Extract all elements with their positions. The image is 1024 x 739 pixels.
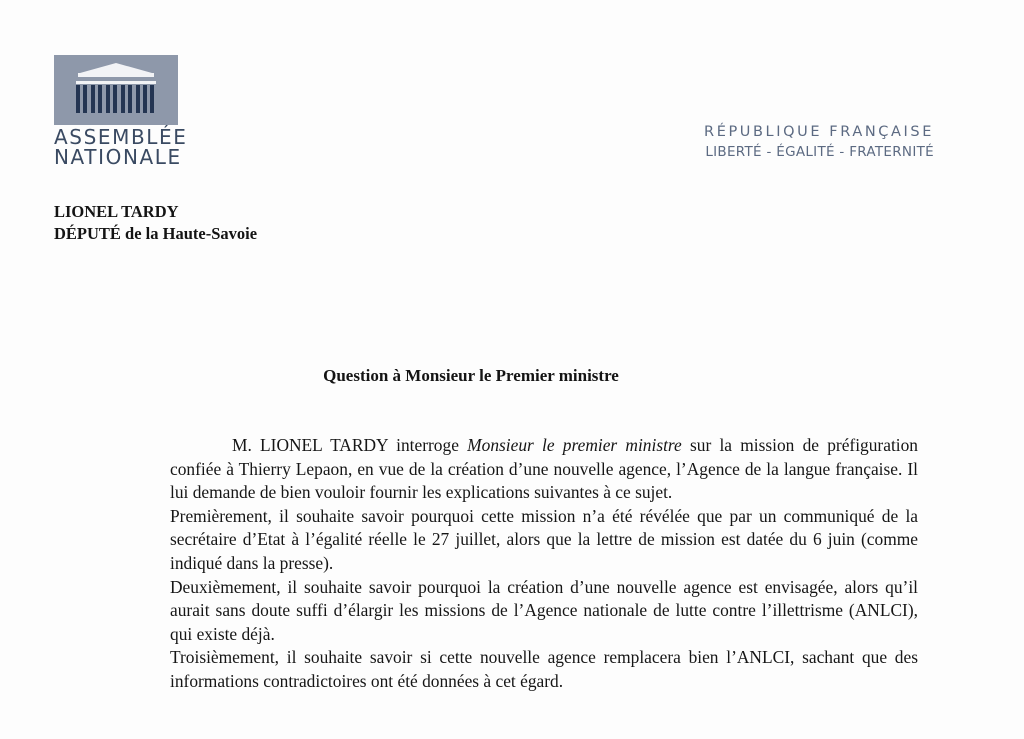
logo-line-2: NATIONALE (54, 145, 182, 169)
paragraph-1-start: M. LIONEL TARDY interroge (232, 435, 468, 455)
paragraph-1 (170, 434, 918, 505)
republique-header (704, 122, 934, 162)
paragraph-1-addressee: Monsieur le premier ministre (467, 435, 682, 455)
paragraph-3: Deuxièmement, il souhaite savoir pourquoi la création d’une nouvelle agence est envisagée, alors qu’il aurait sans doute suffi d’élargir les missions de l’Agence nationale de lutte contre l’illettrisme (ANLCI), qui existe déjà. (170, 576, 918, 644)
question-title: Question à Monsieur le Premier ministre (323, 366, 619, 385)
question-body (170, 434, 918, 694)
author-block (54, 201, 257, 245)
logo-line-1: ASSEMBLÉE (54, 125, 188, 149)
paragraph-1-end: sur la mission de préfiguration confiée à Thierry Lepaon, en vue de la création d’une nouvelle agence, l’Agence de la langue française. Il lui demande de bien vouloir fournir les explications suivantes à ce sujet. (170, 435, 918, 503)
logo-wordmark (54, 127, 214, 167)
author-title: DÉPUTÉ de la Haute-Savoie (54, 224, 258, 243)
assemblee-nationale-logo-icon (54, 55, 178, 125)
republique-francaise: RÉPUBLIQUE FRANÇAISE (704, 124, 934, 140)
paragraph-4: Troisièmement, il souhaite savoir si cette nouvelle agence remplacera bien l’ANLCI, sachant que des informations contradictoires ont été données à cet égard. (170, 647, 918, 691)
devise: LIBERTÉ - ÉGALITÉ - FRATERNITÉ (705, 144, 934, 160)
paragraph-2: Premièrement, il souhaite savoir pourquoi cette mission n’a été révélée que par un communiqué de la secrétaire d’Etat à l’égalité réelle le 27 juillet, alors que la lettre de mission est datée du 6 juin (comme indiqué dans la presse). (170, 505, 918, 573)
author-name: LIONEL TARDY (54, 202, 179, 221)
